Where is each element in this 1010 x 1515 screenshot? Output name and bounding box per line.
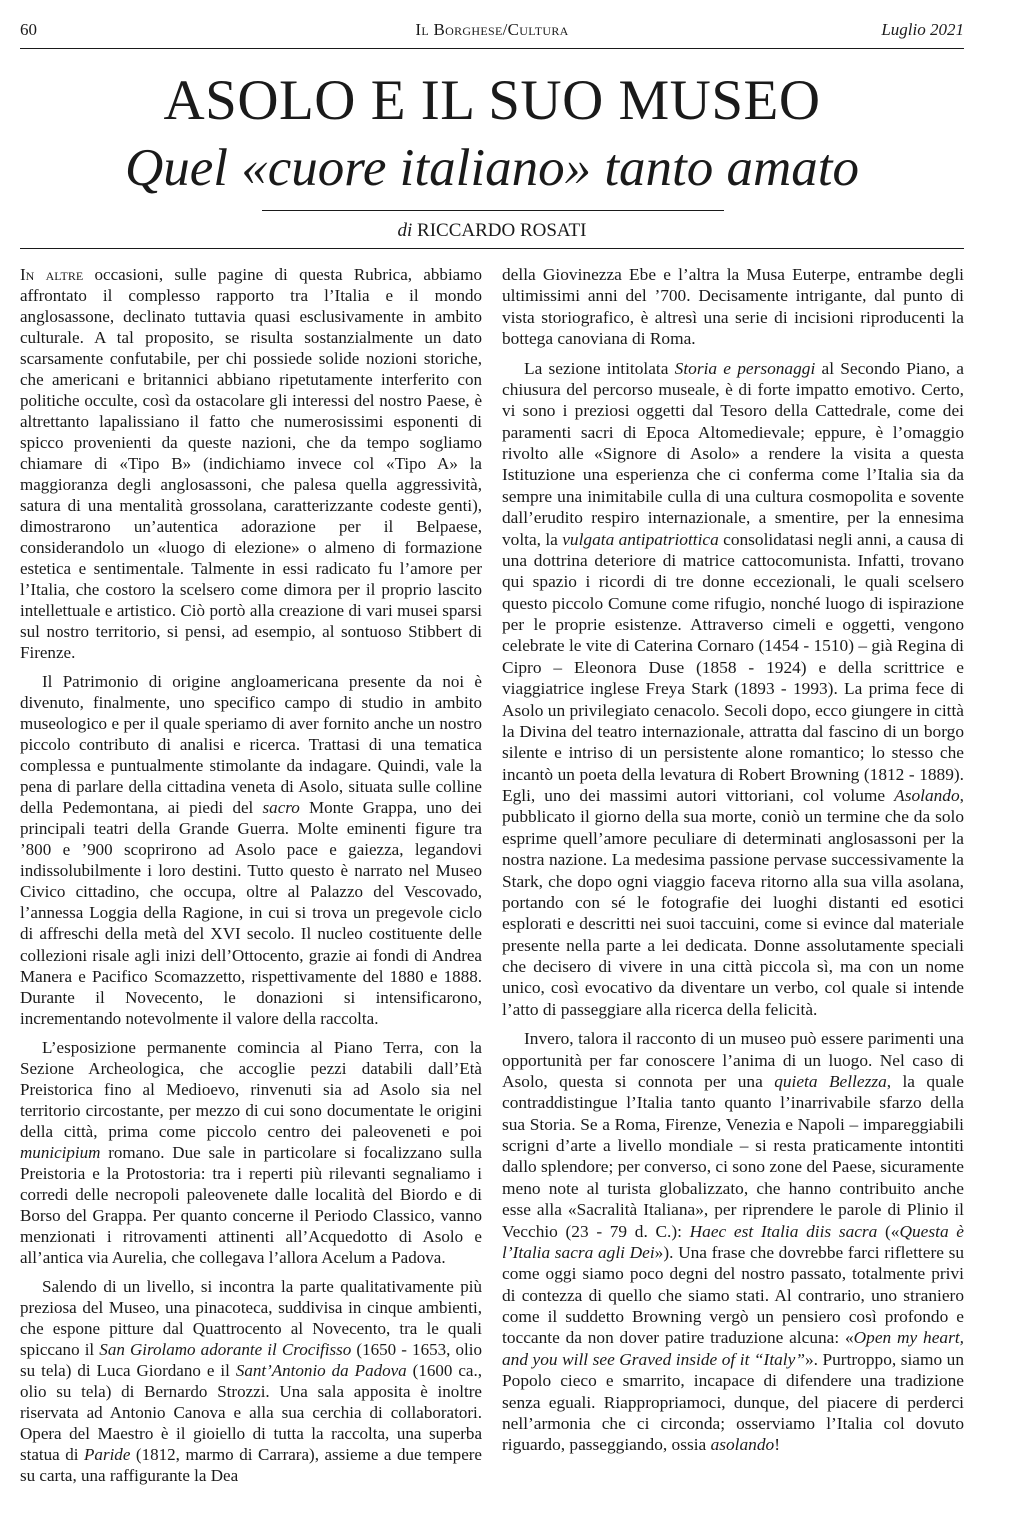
issue-date: Luglio 2021 (881, 20, 964, 39)
paragraph: In altre occasioni, sulle pagine di questa Rubrica, abbiamo affrontato il complesso rapporto tra l’Italia e il mondo anglosassone, declinato tuttavia quasi esclusivamente in ambito culturale. A tal proposito, se risulta sostanzialmente un dato scarsamente confutabile, per chi possiede solide nozioni storiche, che americani e britannici abbiano ripetutamente interferito con politiche occulte, così da ostacolare gli interessi del nostro Paese, è altrettanto lapalissiano il fatto che numerosissimi esponenti di spicco provenienti da queste nazioni, che da tempo sogliamo chiamare di «Tipo B» (indichiamo invece col «Tipo A» la maggioranza degli anglosassoni, che palesa quella aggressività, satura di una mentalità grossolana, caratterizzante codeste genti), dimostrarono un’autentica adorazione per il Belpaese, considerandolo un «luogo di elezione» o almeno di formazione estetica e sentimentale. Talmente in essi radicato fu l’amore per l’Italia, che costoro la scelsero come dimora per il proprio lascito intellettuale e artistico. Ciò portò alla creazione di vari musei sparsi sul nostro territorio, si pensi, ad esempio, al sontuoso Stibbert di Firenze. (20, 265, 483, 663)
paragraph: della Giovinezza Ebe e l’altra la Musa Euterpe, entrambe degli ultimissimi anni del ’700. Decisamente intrigante, dal punto di vista storiografico, è altresì una serie di incisioni riproducenti la bottega canoviana di Roma. (502, 265, 964, 349)
running-header (20, 18, 964, 42)
paragraph: Il Patrimonio di origine angloamericana presente da noi è divenuto, finalmente, uno specifico campo di studio in ambito museologico e per il quale speriamo di aver fornito anche un nostro piccolo contributo di analisi e ricerca. Trattasi di una tematica complessa e puntualmente stimolante da indagare. Quindi, vale la pena di parlare della cittadina veneta di Asolo, situata sulle colline della Pedemontana, ai piedi del sacro Monte Grappa, uno dei principali teatri della Grande Guerra. Molte eminenti figure tra ’800 e ’900 scoprirono ad Asolo pace e gaiezza, legandovi indissolubilmente i loro destini. Tutto questo è narrato nel Museo Civico cittadino, che occupa, oltre al Palazzo del Vescovado, l’annessa Loggia della Ragione, in cui si trova un pregevole ciclo di affreschi della metà del XVI secolo. Il nucleo costituente delle collezioni risale agli inizi dell’Ottocento, grazie ai fondi di Andrea Manera e Pacifico Scomazzetto, rispettivamente del 1880 e 1888. Durante il Novecento, le donazioni si intensificarono, incrementando notevolmente il valore della raccolta. (20, 672, 482, 1028)
article-title: ASOLO E IL SUO MUSEO (163, 69, 821, 132)
left-column (20, 264, 482, 1486)
author-name: RICCARDO ROSATI (417, 220, 587, 241)
article-subtitle: Quel «cuore italiano» tanto amato (124, 139, 860, 197)
byline-rule (20, 248, 964, 249)
paragraph: L’esposizione permanente comincia al Piano Terra, con la Sezione Archeologica, che accoglie pezzi databili dall’Età Preistorica fino al Medioevo, rinvenuti sia ad Asolo sia nel territorio circostante, per mezzo di cui sono documentate le origini della città, prima come piccolo centro dei paleoveneti e poi municipium romano. Due sale in particolare si focalizzano sulla Preistoria e la Protostoria: tra i reperti più rilevanti segnaliamo i corredi delle necropoli paleovenete dalle località del Biordo e di Borso del Grappa. Per quanto concerne il Periodo Classico, vanno menzionati i ritrovamenti attinenti all’Acquedotto di Asolo e all’antica via Aurelia, che collegava l’allora Acelum a Padova. (20, 1037, 482, 1267)
paragraph: Salendo di un livello, si incontra la parte qualitativamente più preziosa del Museo, una pinacoteca, suddivisa in cinque ambienti, che espone pitture dal Quattrocento al Novecento, tra le quali spiccano il San Girolamo adorante il Crocifisso (1650 - 1653, olio su tela) di Luca Giordano e il Sant’Antonio da Padova (1600 ca., olio su tela) di Bernardo Strozzi. Una sala apposita è inoltre riservata ad Antonio Canova e alla sua cerchia di collaboratori. Opera del Maestro è il gioiello di tutta la raccolta, una superba statua di Paride (1812, marmo di Carrara), assieme a due tempere su carta, una raffigurante la Dea (20, 1276, 482, 1485)
page-number: 60 (20, 20, 37, 39)
right-column (502, 264, 964, 1456)
header-rule (20, 48, 964, 49)
paragraph: Invero, talora il racconto di un museo può essere parimenti una opportunità per far conoscere l’anima di un luogo. Nel caso di Asolo, questa si connota per una quieta Bellezza, la quale contraddistingue l’Italia tanto quanto l’inarrivabile sfarzo della sua Storia. Se a Roma, Firenze, Venezia e Napoli – impareggiabili scrigni d’arte a livello mondiale – si resta praticamente intontiti dallo splendore; per converso, ci sono zone del Paese, sicuramente meno note al turista globalizzato, che hanno contribuito anche esse alla «Sacralità Italiana», per riprendere le parole di Plinio il Vecchio (23 - 79 d. C.): Haec est Italia diis sacra («Questa è l’Italia sacra agli Dei»). Una frase che dovrebbe farci riflettere su come oggi siamo poco degni del nostro passato, totalmente privi di contezza di quello che siamo stati. Al contrario, uno straniero come il suddetto Browning vergò un pensiero così profondo e toccante da non dover patire traduzione alcuna: «Open my heart, and you will see Graved inside of it “Italy”». Purtroppo, siamo un Popolo cieco e smarrito, incapace di difendere una tradizione senza eguali. Riappropriamoci, dunque, del piacere di perderci nell’armonia che ci circonda; osserviamo l’Italia col dovuto riguardo, passeggiando, ossia asolando! (502, 1029, 964, 1455)
subtitle-rule (262, 210, 724, 211)
byline-prefix: di (397, 220, 413, 241)
lead-in: In altre (20, 265, 84, 284)
byline (20, 219, 964, 243)
publication-section: Il Borghese/Cultura (415, 20, 569, 39)
paragraph: La sezione intitolata Storia e personaggi al Secondo Piano, a chiusura del percorso museale, è di forte impatto emotivo. Certo, vi sono i preziosi oggetti dal Tesoro della Cattedrale, come dei paramenti sacri di Epoca Altomedievale; eppure, è l’omaggio rivolto alle «Signore di Asolo» a rendere la visita a questa Istituzione una esperienza che ci conferma come l’Italia sia da sempre una inimitabile culla di una cultura cosmopolita e sovente dall’erudito respiro internazionale, a smentire, per la ennesima volta, la vulgata antipatriottica consolidatasi negli anni, a causa di una dottrina deteriore di matrice cattocomunista. Infatti, trovano qui spazio i ricordi di tre donne eccezionali, le quali scelsero questo piccolo Comune come rifugio, nonché luogo di ispirazione per le proprie esistenze. Attraverso cimeli e oggetti, vengono celebrate le vite di Caterina Cornaro (1454 - 1510) – già Regina di Cipro – Eleonora Duse (1858 - 1924) e della scrittrice e viaggiatrice inglese Freya Stark (1893 - 1993). La prima fece di Asolo un privilegiato cenacolo. Secoli dopo, ecco giungere in città la Divina del teatro internazionale, attratta dal fascino di un borgo silente e intriso di un persistente alone romantico; lo stesso che incantò un poeta della levatura di Robert Browning (1812 - 1889). Egli, uno dei massimi autori vittoriani, col volume Asolando, pubblicato il giorno della sua morte, coniò un termine che da solo esprime quell’amore peculiare di determinati anglosassoni per la nostra nazione. La medesima passione pervase successivamente la Stark, che dopo ogni viaggio faceva ritorno alla sua villa asolana, portando con sé le fotografie dei luoghi distanti ed esotici esplorati e descritti nei suoi taccuini, come si evince dal materiale presente nella parte a lei dedicata. Donne assolutamente speciali che decisero di vivere in una città piccola sì, ma con un nome unico, così evocativo da diventare un verbo, col quale si intende l’atto di passeggiare alla ricerca della felicità. (502, 358, 964, 1019)
